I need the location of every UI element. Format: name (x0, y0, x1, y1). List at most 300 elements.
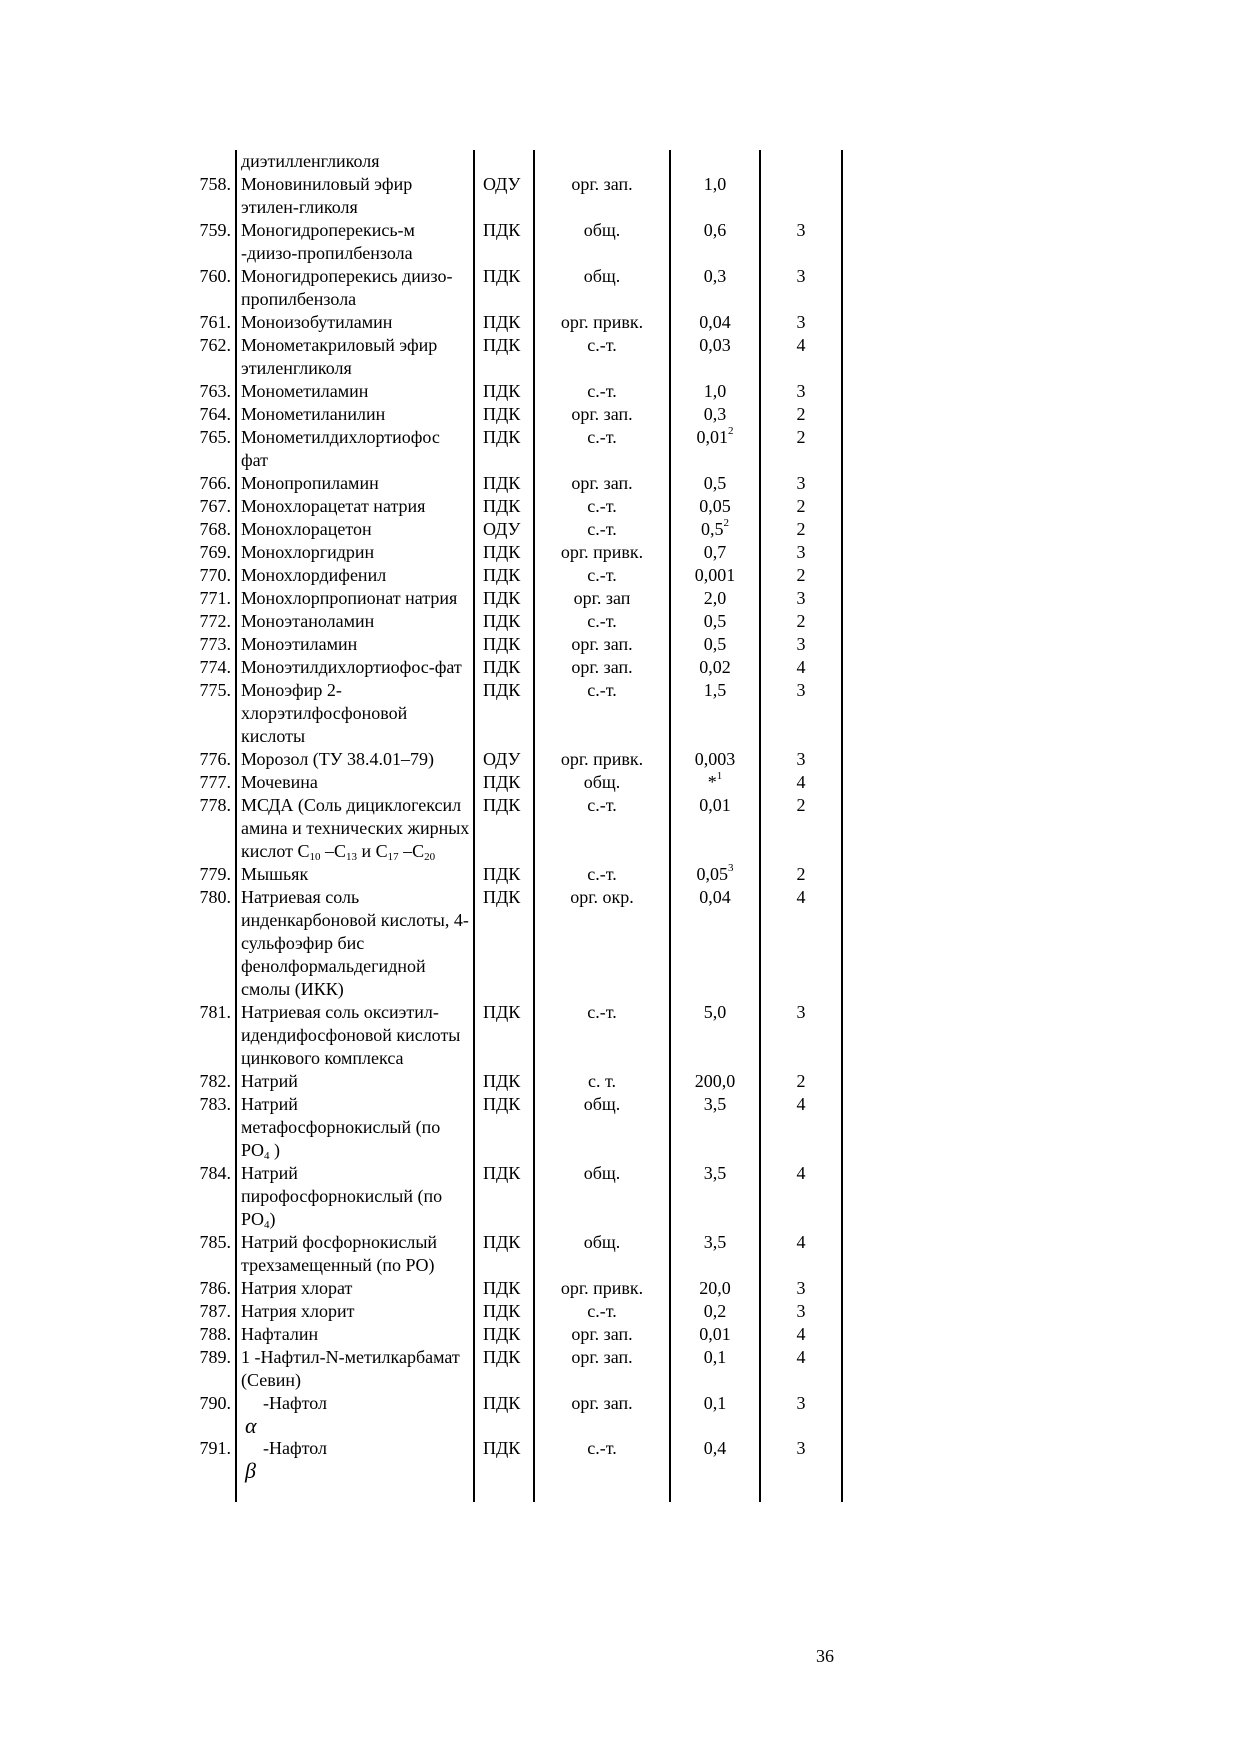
table-row (186, 173, 842, 219)
substance-name: Монохлорпропионат натрия (241, 588, 458, 608)
norm-type: ОДУ (474, 173, 534, 219)
table-tail-cell (186, 1482, 236, 1502)
hazard-class: 3 (760, 541, 842, 564)
concentration-cell (670, 1346, 760, 1392)
table-row (186, 334, 842, 380)
substance-name: Натриевая соль инденкарбоновой кислоты, 4-сульфоэфир бис фенолформальдегидной смолы (ИКК) (241, 887, 469, 999)
norm-type: ОДУ (474, 518, 534, 541)
name-subscript: 4 (264, 1219, 270, 1231)
row-number: 761. (199, 312, 231, 332)
row-number: 790. (199, 1393, 231, 1413)
substance-name-cell (236, 1231, 474, 1277)
concentration-value: 0,6 (703, 220, 727, 240)
concentration-value: 0,5 (703, 634, 727, 654)
hazard-class: 4 (760, 1162, 842, 1231)
table-row (186, 403, 842, 426)
row-number: 769. (199, 542, 231, 562)
table-row (186, 265, 842, 311)
harm-indicator: орг. зап. (534, 472, 670, 495)
harm-indicator: с.-т. (534, 518, 670, 541)
hazard-class (760, 150, 842, 173)
harm-indicator: общ. (534, 771, 670, 794)
norm-type: ПДК (474, 311, 534, 334)
table-tail-cell (534, 1482, 670, 1502)
concentration-value: 1,0 (703, 381, 727, 401)
substance-name: -Нафтол (263, 1438, 328, 1458)
row-number: 778. (199, 795, 231, 815)
table-row (186, 656, 842, 679)
substance-name: Натрия хлорат (241, 1278, 353, 1298)
norm-type: ПДК (474, 472, 534, 495)
hazard-class: 2 (760, 1070, 842, 1093)
substance-name: 1 -Нафтил-N-метилкарбамат (Севин) (241, 1347, 460, 1390)
hazard-class (760, 173, 842, 219)
table-row (186, 1300, 842, 1323)
substance-name: Натрий фосфорнокислый трехзамещенный (по PO) (241, 1232, 438, 1275)
hazard-class: 3 (760, 1392, 842, 1437)
substance-name-cell (236, 311, 474, 334)
substance-name-cell (236, 633, 474, 656)
substance-name-cell (236, 1323, 474, 1346)
harm-indicator: орг. зап. (534, 633, 670, 656)
value-footnote: 2 (723, 517, 729, 529)
substance-name: Монохлордифенил (241, 565, 387, 585)
concentration-value: 0,4 (703, 1438, 727, 1458)
harm-indicator: с. т. (534, 1070, 670, 1093)
concentration-value: 0,05 (696, 864, 728, 884)
harm-indicator: с.-т. (534, 1437, 670, 1482)
row-number: 774. (199, 657, 231, 677)
concentration-cell (670, 564, 760, 587)
row-number: 784. (199, 1163, 231, 1183)
substance-name-cell (236, 656, 474, 679)
norm-type: ОДУ (474, 748, 534, 771)
row-number: 785. (199, 1232, 231, 1252)
row-number: 773. (199, 634, 231, 654)
harm-indicator: общ. (534, 219, 670, 265)
hazard-class: 3 (760, 311, 842, 334)
substance-name-cell (236, 150, 474, 173)
hazard-class: 2 (760, 426, 842, 472)
name-subscript: 10 (309, 851, 321, 863)
substance-name: Монопропиламин (241, 473, 379, 493)
concentration-value: 0,04 (699, 887, 731, 907)
norm-type (474, 150, 534, 173)
concentration-cell (670, 219, 760, 265)
table-row (186, 311, 842, 334)
concentration-value: 0,003 (694, 749, 736, 769)
concentration-value: 0,2 (703, 1301, 727, 1321)
harm-indicator: с.-т. (534, 426, 670, 472)
row-number: 776. (199, 749, 231, 769)
table-row (186, 1277, 842, 1300)
table-row (186, 1346, 842, 1392)
table-row (186, 1001, 842, 1070)
substance-name: Монометакриловый эфир этиленгликоля (241, 335, 438, 378)
harm-indicator: орг. привк. (534, 748, 670, 771)
concentration-value: 0,01 (696, 427, 728, 447)
norm-type: ПДК (474, 426, 534, 472)
substance-name: диэтилленгликоля (241, 151, 380, 171)
substance-name-cell (236, 1070, 474, 1093)
row-number (186, 150, 236, 173)
concentration-cell (670, 1070, 760, 1093)
norm-type: ПДК (474, 1300, 534, 1323)
harm-indicator: с.-т. (534, 1001, 670, 1070)
row-number: 758. (199, 174, 231, 194)
concentration-cell (670, 863, 760, 886)
table-row (186, 748, 842, 771)
norm-type: ПДК (474, 380, 534, 403)
substance-name: Моногидроперекись-м -диизо-пропилбензола (241, 220, 415, 263)
hazard-class: 3 (760, 472, 842, 495)
substance-name-cell (236, 1392, 474, 1437)
concentration-cell (670, 311, 760, 334)
concentration-cell (670, 334, 760, 380)
norm-type: ПДК (474, 265, 534, 311)
substance-name-cell (236, 518, 474, 541)
substance-name: МСДА (Соль дициклогексил амина и технических жирных кислот C (241, 795, 470, 861)
norm-type: ПДК (474, 403, 534, 426)
concentration-cell (670, 1437, 760, 1482)
concentration-value: 0,001 (694, 565, 736, 585)
harm-indicator: орг. окр. (534, 886, 670, 1001)
norm-type: ПДК (474, 886, 534, 1001)
substance-name-cell (236, 265, 474, 311)
harm-indicator: с.-т. (534, 495, 670, 518)
substance-name: Моновиниловый эфир этилен-гликоля (241, 174, 413, 217)
hazard-class: 3 (760, 265, 842, 311)
norm-type: ПДК (474, 587, 534, 610)
hazard-class: 4 (760, 771, 842, 794)
norm-type: ПДК (474, 495, 534, 518)
harm-indicator: с.-т. (534, 564, 670, 587)
harm-indicator: орг. зап. (534, 1392, 670, 1437)
substances-table (186, 150, 843, 1502)
table-row (186, 679, 842, 748)
substance-name-cell (236, 1346, 474, 1392)
harm-indicator: общ. (534, 1093, 670, 1162)
concentration-value: 20,0 (699, 1278, 731, 1298)
value-footnote: 2 (728, 425, 734, 437)
substance-name-cell (236, 380, 474, 403)
substance-name: Натрий метафосфорнокислый (по PO (241, 1094, 441, 1160)
table-row (186, 1392, 842, 1437)
concentration-value: 1,5 (703, 680, 727, 700)
substance-name: Монохлоргидрин (241, 542, 375, 562)
concentration-cell (670, 1162, 760, 1231)
hazard-class: 3 (760, 1277, 842, 1300)
substance-name: Мочевина (241, 772, 318, 792)
norm-type: ПДК (474, 541, 534, 564)
substance-name: Натриевая соль оксиэтил-идендифосфоновой кислоты цинкового комплекса (241, 1002, 461, 1068)
name-continuation: –C (320, 841, 346, 861)
concentration-cell (670, 495, 760, 518)
concentration-value: 0,01 (699, 795, 731, 815)
concentration-value: 1,0 (703, 174, 727, 194)
hazard-class: 3 (760, 679, 842, 748)
norm-type: ПДК (474, 219, 534, 265)
norm-type: ПДК (474, 334, 534, 380)
concentration-value: 0,05 (699, 496, 731, 516)
table-tail (186, 1482, 842, 1502)
concentration-value: 3,5 (703, 1094, 727, 1114)
norm-type: ПДК (474, 656, 534, 679)
norm-type: ПДК (474, 1070, 534, 1093)
substance-name-cell (236, 587, 474, 610)
table-row (186, 541, 842, 564)
concentration-cell (670, 265, 760, 311)
concentration-cell (670, 150, 760, 173)
harm-indicator: орг. зап (534, 587, 670, 610)
name-continuation: ) (269, 1140, 281, 1160)
row-number: 760. (199, 266, 231, 286)
name-subscript: 17 (387, 851, 399, 863)
substance-name-cell (236, 1093, 474, 1162)
concentration-value: 0,5 (701, 519, 724, 539)
substance-name-cell (236, 1001, 474, 1070)
row-number: 759. (199, 220, 231, 240)
substance-name: Моногидроперекись диизо-пропилбензола (241, 266, 453, 309)
concentration-value: 3,5 (703, 1163, 727, 1183)
table-row (186, 1162, 842, 1231)
concentration-value: 0,5 (703, 473, 727, 493)
table-body (186, 150, 842, 1502)
hazard-class: 2 (760, 564, 842, 587)
row-number: 765. (199, 427, 231, 447)
substance-name: Нафталин (241, 1324, 319, 1344)
concentration-value: 0,3 (703, 404, 727, 424)
name-subscript: 13 (346, 851, 357, 863)
table-row (186, 1070, 842, 1093)
concentration-cell (670, 610, 760, 633)
harm-indicator (534, 150, 670, 173)
substance-name-cell (236, 426, 474, 472)
table-row (186, 1093, 842, 1162)
table-row (186, 564, 842, 587)
hazard-class: 3 (760, 587, 842, 610)
norm-type: ПДК (474, 679, 534, 748)
hazard-class: 4 (760, 1093, 842, 1162)
row-number: 762. (199, 335, 231, 355)
page-number: 36 (816, 1646, 834, 1666)
substance-name-cell (236, 1437, 474, 1482)
concentration-cell (670, 518, 760, 541)
concentration-value: 3,5 (703, 1232, 727, 1252)
table-tail-cell (474, 1482, 534, 1502)
harm-indicator: орг. привк. (534, 311, 670, 334)
table-row (186, 495, 842, 518)
substance-name: Натрий (241, 1071, 298, 1091)
name-subscript: 20 (424, 851, 436, 863)
hazard-class: 4 (760, 334, 842, 380)
hazard-class: 2 (760, 495, 842, 518)
harm-indicator: с.-т. (534, 1300, 670, 1323)
substance-name-cell (236, 1300, 474, 1323)
harm-indicator: орг. зап. (534, 403, 670, 426)
norm-type: ПДК (474, 794, 534, 863)
harm-indicator: с.-т. (534, 794, 670, 863)
substance-name: Монометилдихлортиофос фат (241, 427, 440, 470)
harm-indicator: орг. зап. (534, 1346, 670, 1392)
concentration-cell (670, 1392, 760, 1437)
row-number: 768. (199, 519, 231, 539)
hazard-class: 3 (760, 1001, 842, 1070)
table-row (186, 1323, 842, 1346)
concentration-value: 0,3 (703, 266, 727, 286)
hazard-class: 3 (760, 380, 842, 403)
concentration-value: 0,04 (699, 312, 731, 332)
substance-name-cell (236, 1277, 474, 1300)
table-tail-cell (236, 1482, 474, 1502)
table-row (186, 633, 842, 656)
row-number: 770. (199, 565, 231, 585)
concentration-value: 0,1 (703, 1347, 727, 1367)
norm-type: ПДК (474, 1231, 534, 1277)
concentration-cell (670, 771, 760, 794)
row-number: 786. (199, 1278, 231, 1298)
concentration-value: 0,1 (703, 1393, 727, 1413)
norm-type: ПДК (474, 1093, 534, 1162)
name-continuation: –C (398, 841, 425, 861)
table-tail-cell (760, 1482, 842, 1502)
substance-name-cell (236, 564, 474, 587)
table-row (186, 886, 842, 1001)
table-row (186, 771, 842, 794)
name-subscript: 4 (264, 1150, 270, 1162)
concentration-cell (670, 633, 760, 656)
hazard-class: 3 (760, 1437, 842, 1482)
substance-name: Натрий пирофосфорнокислый (по PO (241, 1163, 443, 1229)
norm-type: ПДК (474, 1437, 534, 1482)
substance-name: Монометиланилин (241, 404, 386, 424)
harm-indicator: орг. привк. (534, 541, 670, 564)
hazard-class: 4 (760, 1346, 842, 1392)
concentration-cell (670, 1300, 760, 1323)
concentration-cell (670, 1093, 760, 1162)
concentration-value: 5,0 (703, 1002, 727, 1022)
concentration-value: * (707, 772, 717, 792)
table-tail-cell (670, 1482, 760, 1502)
substance-name: Монохлорацетон (241, 519, 372, 539)
hazard-class: 2 (760, 863, 842, 886)
hazard-class: 4 (760, 656, 842, 679)
hazard-class: 4 (760, 886, 842, 1001)
hazard-class: 2 (760, 610, 842, 633)
substance-name-cell (236, 173, 474, 219)
row-number: 763. (199, 381, 231, 401)
table-row (186, 380, 842, 403)
table-row (186, 863, 842, 886)
hazard-class: 4 (760, 1323, 842, 1346)
table-row (186, 518, 842, 541)
norm-type: ПДК (474, 1346, 534, 1392)
harm-indicator: общ. (534, 1231, 670, 1277)
substance-name-cell (236, 1162, 474, 1231)
concentration-value: 0,7 (703, 542, 727, 562)
hazard-class: 2 (760, 794, 842, 863)
substance-name-cell (236, 334, 474, 380)
hazard-class: 3 (760, 633, 842, 656)
concentration-value: 200,0 (694, 1071, 736, 1091)
hazard-class: 2 (760, 518, 842, 541)
harm-indicator: общ. (534, 1162, 670, 1231)
substance-name: -Нафтол (263, 1393, 328, 1413)
concentration-cell (670, 656, 760, 679)
concentration-value: 0,02 (699, 657, 731, 677)
norm-type: ПДК (474, 1001, 534, 1070)
substance-name-cell (236, 495, 474, 518)
row-number: 775. (199, 680, 231, 700)
table-row (186, 150, 842, 173)
row-number: 789. (199, 1347, 231, 1367)
concentration-cell (670, 380, 760, 403)
norm-type: ПДК (474, 1277, 534, 1300)
substance-name: Моноэтилдихлортиофос-фат (241, 657, 462, 677)
substance-name-cell (236, 863, 474, 886)
concentration-cell (670, 886, 760, 1001)
row-number: 787. (199, 1301, 231, 1321)
harm-indicator: с.-т. (534, 610, 670, 633)
concentration-value: 0,03 (699, 335, 731, 355)
row-number: 779. (199, 864, 231, 884)
table-row (186, 219, 842, 265)
substance-name: Морозол (ТУ 38.4.01–79) (241, 749, 435, 769)
substance-name-cell (236, 472, 474, 495)
norm-type: ПДК (474, 863, 534, 886)
harm-indicator: общ. (534, 265, 670, 311)
harm-indicator: орг. зап. (534, 173, 670, 219)
concentration-cell (670, 587, 760, 610)
concentration-value: 0,5 (703, 611, 727, 631)
substance-name: Моноэтаноламин (241, 611, 375, 631)
table-row (186, 587, 842, 610)
norm-type: ПДК (474, 771, 534, 794)
table-row (186, 1231, 842, 1277)
substance-name: Моноэтиламин (241, 634, 358, 654)
substance-name-cell (236, 541, 474, 564)
value-footnote: 3 (728, 862, 734, 874)
hazard-class: 3 (760, 1300, 842, 1323)
norm-type: ПДК (474, 1323, 534, 1346)
norm-type: ПДК (474, 1392, 534, 1437)
hazard-class: 3 (760, 219, 842, 265)
harm-indicator: с.-т. (534, 863, 670, 886)
concentration-cell (670, 1001, 760, 1070)
substance-name-cell (236, 771, 474, 794)
harm-indicator: орг. зап. (534, 1323, 670, 1346)
concentration-cell (670, 748, 760, 771)
row-number: 780. (199, 887, 231, 907)
table-row (186, 610, 842, 633)
substance-name: Монохлорацетат натрия (241, 496, 426, 516)
substance-name-cell (236, 794, 474, 863)
concentration-value: 2,0 (703, 588, 727, 608)
concentration-cell (670, 426, 760, 472)
concentration-cell (670, 679, 760, 748)
row-number: 781. (199, 1002, 231, 1022)
concentration-cell (670, 403, 760, 426)
harm-indicator: с.-т. (534, 679, 670, 748)
substance-name: Моноэфир 2-хлорэтилфосфоновой кислоты (241, 680, 408, 746)
concentration-cell (670, 541, 760, 564)
harm-indicator: с.-т. (534, 380, 670, 403)
substance-name: Моноизобутиламин (241, 312, 393, 332)
substance-name-cell (236, 403, 474, 426)
concentration-value: 0,01 (699, 1324, 731, 1344)
substance-name: Мышьяк (241, 864, 309, 884)
greek-letter: β (245, 1458, 256, 1483)
